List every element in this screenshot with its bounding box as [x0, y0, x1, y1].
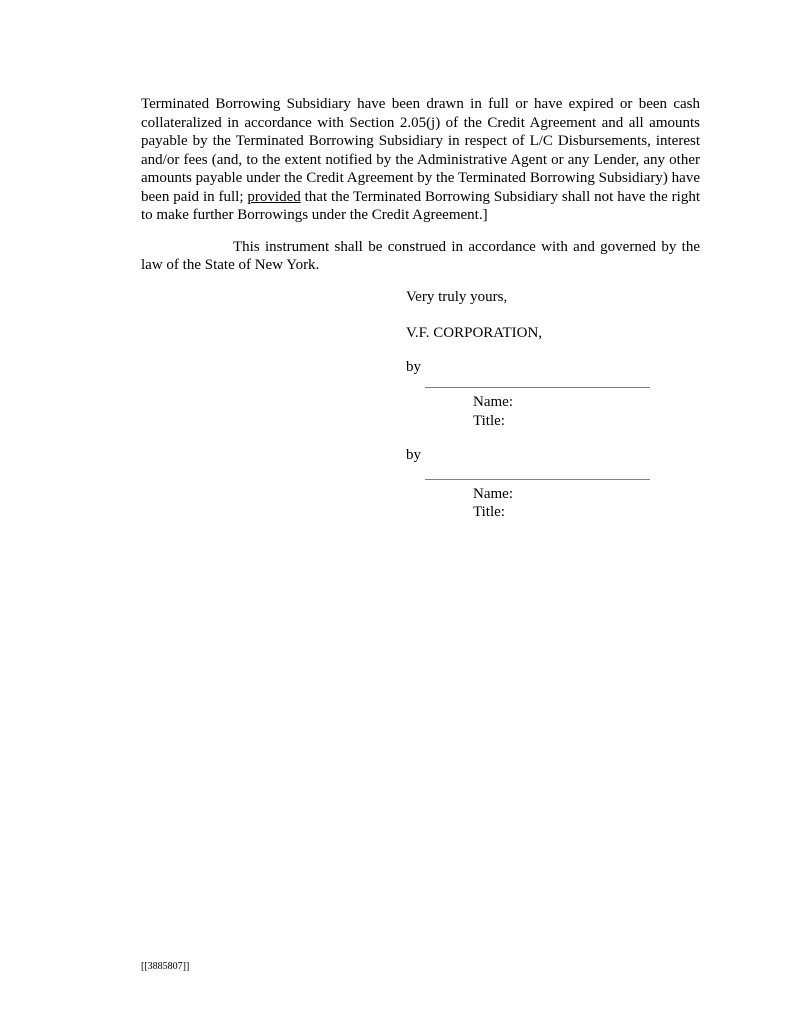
signature-line-1: [425, 387, 650, 388]
by-label-2: by: [406, 447, 421, 463]
by-label-1: by: [406, 358, 421, 375]
signature-line-2: [425, 479, 650, 480]
paragraph-1-text-after: that the Terminated Borrowing Subsidiary shall not have the right to make further Borrowings under the Credit Agreement.]: [141, 188, 700, 223]
document-number: [[3885807]]: [141, 961, 190, 972]
body-paragraph-2: This instrument shall be construed in accordance with and governed by the law of the State of New York.: [141, 238, 700, 273]
body-paragraph-1: [141, 95, 700, 225]
title-label-1: Title:: [473, 412, 505, 429]
signature-block: [406, 288, 700, 522]
name-label-2: Name:: [473, 485, 513, 502]
company-name: V.F. CORPORATION,: [406, 325, 543, 341]
name-label-1: Name:: [473, 394, 513, 410]
paragraph-1-text-before: Terminated Borrowing Subsidiary have been drawn in full or have expired or been cash collateralized in accordance with Section 2.05(j) of the Credit Agreement and all amounts payable by the Terminated Borrowing Subsidiary in respect of L/C Disbursements, interest and/or fees (and, to the extent notified by the Administrative Agent or any Lender, any other amounts payable under the Credit Agreement by the Terminated Borrowing Subsidiary) have been paid in full;: [141, 96, 700, 205]
provided-underlined-term: provided: [247, 188, 301, 205]
title-label-2: Title:: [473, 504, 505, 520]
closing-line: Very truly yours,: [406, 288, 508, 305]
